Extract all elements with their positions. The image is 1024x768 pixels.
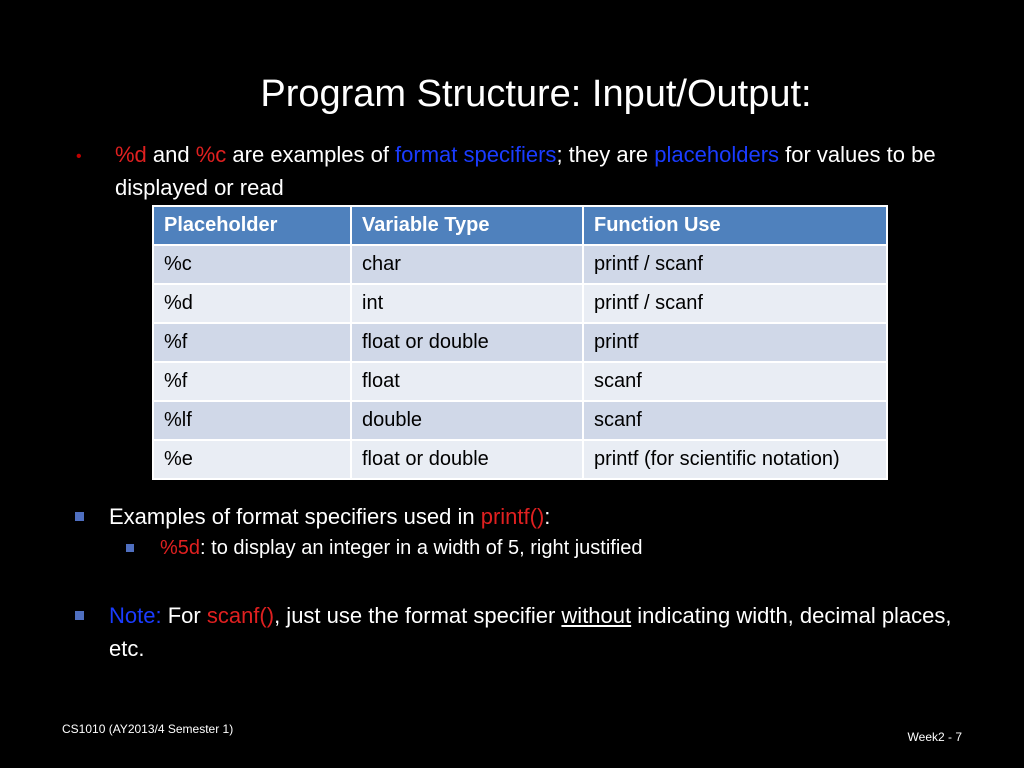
- cell-placeholder: %f: [153, 323, 351, 362]
- cell-function-use: scanf: [583, 401, 887, 440]
- cell-variable-type: int: [351, 284, 583, 323]
- text-indicating-width: indicating width, decimal places, etc.: [109, 603, 952, 661]
- square-bullet-icon: [126, 544, 134, 552]
- footer-course: CS1010 (AY2013/4 Semester 1): [62, 722, 234, 736]
- text-width-description: : to display an integer in a width of 5, right justified: [200, 537, 643, 559]
- table-row: [153, 440, 887, 479]
- text-use-specifier: , just use the format specifier: [274, 603, 562, 628]
- cell-placeholder: %e: [153, 440, 351, 479]
- square-bullet-icon: [75, 611, 84, 620]
- code-scanf: scanf(): [206, 603, 275, 628]
- cell-function-use: printf: [583, 323, 887, 362]
- bullet-format-specifiers: [115, 138, 975, 204]
- cell-variable-type: float or double: [351, 440, 583, 479]
- text-examples: Examples of format specifiers used in: [109, 504, 481, 529]
- cell-placeholder: %lf: [153, 401, 351, 440]
- code-percent-d: %d: [115, 142, 147, 167]
- text-and: and: [146, 142, 196, 167]
- code-percent-c: %c: [195, 142, 227, 167]
- text-values-displayed: for values to be displayed or read: [115, 142, 936, 200]
- bullet-percent-5d: [160, 533, 643, 563]
- cell-variable-type: char: [351, 245, 583, 284]
- cell-function-use: scanf: [583, 362, 887, 401]
- term-placeholders: placeholders: [654, 142, 780, 167]
- bullet-printf-examples: [109, 500, 550, 533]
- header-placeholder: Placeholder: [153, 206, 351, 245]
- text-examples-of: are examples of: [226, 142, 396, 167]
- header-function-use: Function Use: [583, 206, 887, 245]
- table-row: [153, 323, 887, 362]
- cell-variable-type: float or double: [351, 323, 583, 362]
- label-note: Note:: [109, 603, 162, 628]
- text-for: For: [161, 603, 207, 628]
- bullet-dot: •: [76, 148, 82, 165]
- header-variable-type: Variable Type: [351, 206, 583, 245]
- cell-variable-type: float: [351, 362, 583, 401]
- slide-title: Program Structure: Input/Output:: [260, 73, 812, 115]
- text-colon: :: [544, 504, 551, 529]
- table-row: [153, 284, 887, 323]
- code-printf: printf(): [480, 504, 545, 529]
- text-without: without: [561, 603, 632, 628]
- cell-placeholder: %c: [153, 245, 351, 284]
- cell-placeholder: %d: [153, 284, 351, 323]
- format-specifier-table: [152, 205, 888, 480]
- cell-function-use: printf / scanf: [583, 245, 887, 284]
- table-row: [153, 401, 887, 440]
- cell-variable-type: double: [351, 401, 583, 440]
- table-row: [153, 245, 887, 284]
- cell-function-use: printf / scanf: [583, 284, 887, 323]
- text-they-are: ; they are: [556, 142, 655, 167]
- cell-placeholder: %f: [153, 362, 351, 401]
- table-row: [153, 362, 887, 401]
- term-format-specifiers: format specifiers: [395, 142, 557, 167]
- footer-page-number: Week2 - 7: [907, 730, 962, 744]
- code-percent-5d: %5d: [160, 537, 201, 559]
- bullet-scanf-note: [109, 599, 989, 665]
- cell-function-use: printf (for scientific notation): [583, 440, 887, 479]
- table-header-row: [153, 206, 887, 245]
- square-bullet-icon: [75, 512, 84, 521]
